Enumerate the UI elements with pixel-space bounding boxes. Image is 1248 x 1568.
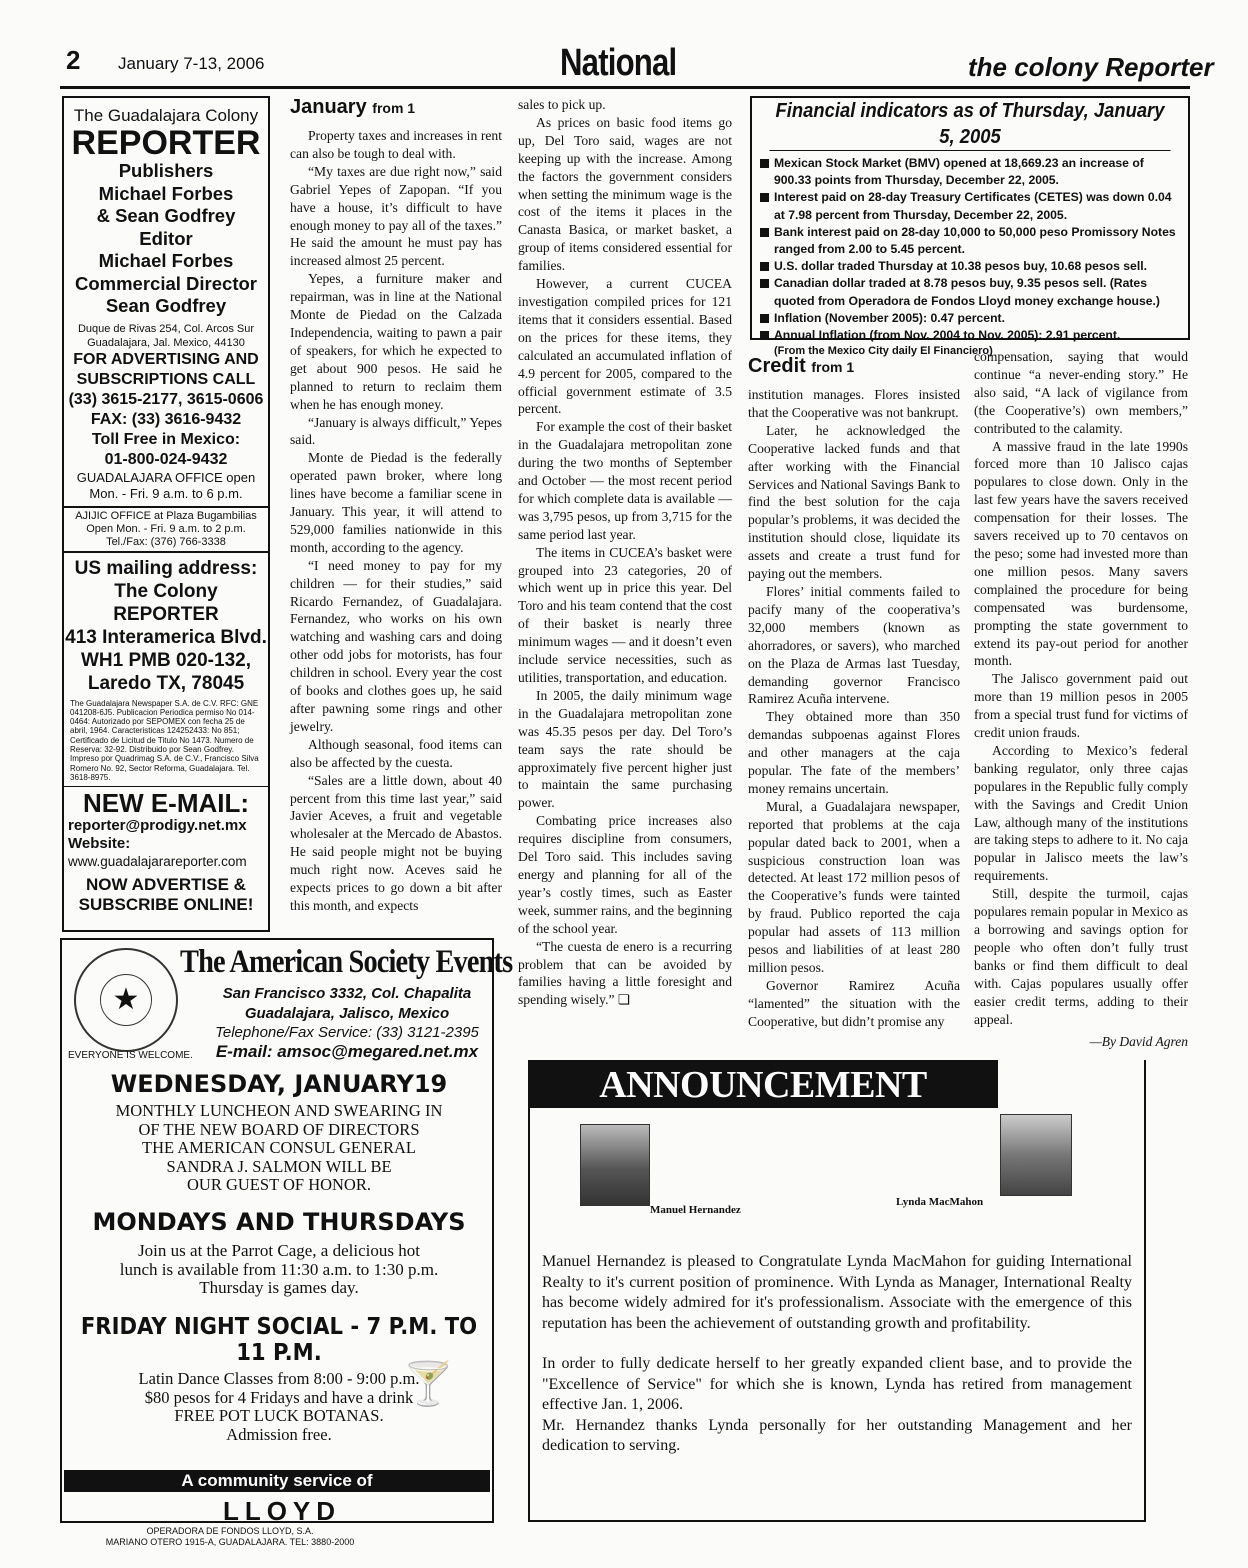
- welcome-text: EVERYONE IS WELCOME.: [68, 1050, 193, 1061]
- financial-item: Interest paid on 28-day Treasury Certificates (CETES) was down 0.04 at 7.98 percent from Thursday, December 22, 2005.: [752, 189, 1188, 223]
- photo-caption-2: Lynda MacMahon: [896, 1196, 984, 1208]
- financial-item: Bank interest paid on 28-day 10,000 to 50,000 peso Promissory Notes ranged from 2.00 to 5.45 percent.: [752, 224, 1188, 258]
- us3: REPORTER: [113, 603, 219, 625]
- paragraph: However, a current CUCEA investigation compiled prices for 121 items that it considers essential. Based on the prices for these items, they calculated an accumulated inflation of 4.9 percent for 2005, compared to the official government estimate of 3.5 percent.: [518, 276, 732, 417]
- ajijic-office: [64, 506, 268, 553]
- manuel-hernandez-photo: [580, 1124, 650, 1206]
- paragraph: “I need money to pay for my children — for their studies,” said Ricardo Fernandez, of Guadalajara. Fernandez, who works on his own watching and washing cars and doing other odd jobs for motorists, has four children in school. Every year the cost of books and clothes goes up, he said after pawning some rings and other jewelry.: [290, 557, 502, 734]
- paragraph: Although seasonal, food items can also be affected by the cuesta.: [290, 736, 502, 770]
- event-line: OUR GUEST OF HONOR.: [187, 1175, 371, 1194]
- ajijic2: Open Mon. - Fri. 9 a.m. to 2 p.m.: [86, 522, 246, 535]
- paragraph: For example the cost of their basket in the Guadalajara metropolitan zone during the two months of September and October — the most recent period for which complete data is available — was 3,795 pesos, up from 3,715 for the same period last year.: [518, 419, 732, 542]
- financial-item: Mexican Stock Market (BMV) opened at 18,669.23 an increase of 900.33 points from Thursday, December 22, 2005.: [752, 155, 1188, 189]
- address2: Guadalajara, Jal. Mexico, 44130: [87, 336, 245, 349]
- phones: (33) 3615-2177, 3615-0606: [68, 390, 264, 408]
- office-hours: Mon. - Fri. 9 a.m. to 6 p.m.: [89, 485, 243, 501]
- paragraph: According to Mexico’s federal banking regulator, only three cajas populares in the Republic fully comply with the Savings and Credit Union Law, although many of the institutions are taking steps to adhere to it. No caja popular in Jalisco meets the law’s requirements.: [974, 742, 1188, 884]
- wednesday-event: [62, 1070, 496, 1195]
- paragraph: Flores’ initial comments failed to pacify many of the cooperativa’s 32,000 members (known as ahorradores, or savers), who marched on the Plaza de Armas last Tuesday, demanding governor Francisco Ramirez Acuña intervene.: [748, 583, 960, 707]
- financial-indicators-box: [750, 96, 1190, 358]
- fax: FAX: (33) 3616-9432: [90, 410, 242, 428]
- staff-line2: REPORTER: [71, 124, 261, 162]
- paragraph: The items in CUCEA’s basket were grouped into 23 categories, 20 of which went up in price this year. Del Toro and his team contend that the cost of their basket is nearly three minimum wages — and it doesn’t even include service necessities, such as utilities, transportation, and education.: [518, 544, 732, 685]
- event-line: SANDRA J. SALMON WILL BE: [166, 1156, 392, 1176]
- paragraph: “My taxes are due right now,” said Gabriel Yepes of Zapopan. “If you have a house, it’s difficult to have enough money to pay all of the taxes.” He said the amount he must pay has increased almost 25 percent.: [290, 163, 502, 269]
- event-line: OF THE NEW BOARD OF DIRECTORS: [138, 1119, 420, 1139]
- financial-item: U.S. dollar traded Thursday at 10.38 pesos buy, 10.68 pesos sell.: [752, 258, 1188, 275]
- event-line: $80 pesos for 4 Fridays and have a drink: [144, 1387, 414, 1407]
- paragraph: Governor Ramirez Acuña “lamented” the situation with the Cooperative, but didn’t promise any: [748, 977, 960, 1029]
- announcement-text: [542, 1252, 1132, 1477]
- publisher2: & Sean Godfrey: [96, 205, 236, 226]
- credit-article-col1: [748, 355, 960, 1031]
- adv2: SUBSCRIPTIONS CALL: [76, 370, 256, 388]
- paragraph: compensation, saying that would continue “a never-ending story.” He also said, “A lack of vigilance from (the Cooperative’s) own members,” contributed to the calamity.: [974, 349, 1188, 436]
- ajijic3: Tel./Fax: (376) 766-3338: [106, 535, 226, 548]
- community-service-bar: A community service of: [64, 1470, 490, 1492]
- paragraph: In 2005, the daily minimum wage in the Guadalajara metropolitan zone was 45.35 pesos per day. Del Toro’s team says the rate should be approximately five percent higher just to maintain the same purchasing power.: [518, 687, 732, 811]
- event-line: Thursday is games day.: [199, 1278, 359, 1297]
- staff-box: [62, 96, 270, 932]
- page-number: 2: [66, 45, 81, 75]
- january-article-col1: [290, 96, 502, 915]
- lloyd-address: [30, 1526, 430, 1548]
- adv1: FOR ADVERTISING AND: [73, 350, 259, 368]
- event-line: FREE POT LUCK BOTANAS.: [174, 1406, 384, 1425]
- event-line: Latin Dance Classes from 8:00 - 9:00 p.m.: [138, 1369, 420, 1388]
- january-headline: January from 1: [290, 96, 416, 118]
- announcement-banner: ANNOUNCEMENT: [528, 1060, 998, 1108]
- society-email[interactable]: E-mail: amsoc@megared.net.mx: [215, 1042, 479, 1061]
- email-label: NEW E-MAIL:: [64, 786, 268, 817]
- paragraph: Still, despite the turmoil, cajas populares remain popular in Mexico as a borrowing and savings option for people who often don’t fully trust banks or find them difficult to deal with. Cajas populares usually offer easier credit terms, adding to their appeal.: [974, 886, 1188, 1027]
- header-rule: [60, 86, 1190, 89]
- staff-line1: The Guadalajara Colony: [73, 106, 259, 125]
- byline: —By David Agren: [1089, 1034, 1188, 1050]
- lloyd-line1: OPERADORA DE FONDOS LLOYD, S.A.: [146, 1526, 314, 1536]
- us1: US mailing address:: [74, 557, 258, 579]
- paragraph: Combating price increases also requires discipline from consumers, Del Toro said. This includes saving energy and planning for all of the year’s costly times, such as Easter week, summer rains, and the beginning of the school year.: [518, 813, 732, 936]
- lloyd-line2: MARIANO OTERO 1915-A, GUADALAJARA. TEL: 3880-2000: [105, 1537, 355, 1547]
- paragraph: Yepes, a furniture maker and repairman, was in line at the National Monte de Piedad on the Calzada Independencia, waiting to pawn a pair of speakers, for which he expected to get about 900 pesos. He said he planned to return to reclaim them when he has enough money.: [290, 271, 502, 412]
- event-line: THE AMERICAN CONSUL GENERAL: [142, 1138, 416, 1157]
- financial-item: Canadian dollar traded at 8.78 pesos buy, 9.35 pesos sell. (Rates quoted from Operadora de Fondos Lloyd money exchange house.): [752, 275, 1188, 309]
- paragraph: “Sales are a little down, about 40 percent from this time last year,” said Javier Aceves, a fruit and vegetable wholesaler at the Mercado de Abastos. He said people might not be buying much right now. Aceves said he expects prices to go down a bit after this month, and expects: [290, 772, 502, 913]
- announcement-p1: Manuel Hernandez is pleased to Congratulate Lynda MacMahon for guiding International Realty to it's current position of prominence. With Lynda as Manager, International Realty has become widely admired for it's professionalism. Associate with the emergence of this reputation has been the achievement of outstanding growth and profitability.: [542, 1253, 1132, 1332]
- paragraph: “The cuesta de enero is a recurring problem that can be avoided by families having a little foresight and spending wisely.” ❏: [518, 938, 732, 1008]
- paragraph: Later, he acknowledged the Cooperative lacked funds and that after working with the Financial Services and National Savings Bank to find the best solution for the caja popular’s problems, it was decided the institution should close, liquidate its assets and create a trust fund for paying out the members.: [748, 422, 960, 582]
- office: GUADALAJARA OFFICE open: [76, 469, 256, 485]
- publisher1: Michael Forbes: [98, 182, 234, 204]
- lloyd-logo: LLOYD: [222, 1496, 342, 1526]
- paragraph: Property taxes and increases in rent can also be tough to deal with.: [290, 128, 502, 161]
- section-title: National: [560, 42, 677, 84]
- web-label: Website:: [68, 835, 131, 853]
- financial-item: Annual Inflation (from Nov. 2004 to Nov. 2005): 2.91 percent.: [752, 327, 1188, 344]
- paragraph: As prices on basic food items go up, Del Toro said, wages are not keeping up with the increase. Among the factors the government considers when setting the minimum wage is the cost of the items it places in the Canasta Basica, or market basket, a group of items considered essential for families.: [518, 114, 732, 274]
- american-society-ad: [60, 938, 513, 1526]
- society-phone: Telephone/Fax Service: (33) 3121-2395: [215, 1024, 479, 1041]
- ajijic1: AJIJIC OFFICE at Plaza Bugambilias: [75, 509, 257, 522]
- financial-source-note: (From the Mexico City daily El Financiero): [774, 345, 993, 358]
- legal-fineprint: The Guadalajara Newspaper S.A. de C.V. RFC: GNE 041208-6J5. Publicacion Periodica permiso No 014-0464: Autorizado por SEPOMEX con fecha 25 de abril, 1964. Caracteristicas 124252433: No 851; Certificado de Licitud de Titulo No 1473. Numero de Reserva: 32-92. Distribuido por Sean Godfrey. Impreso por Quadrimag S.A. de C.V., Francisco Silva Romero No. 92, Sector Reforma, Guadalajara. Tel. 3618-8975.: [70, 698, 259, 782]
- web-link[interactable]: www.guadalajarareporter.com: [68, 854, 247, 870]
- mt-title: MONDAYS AND THURSDAYS: [92, 1208, 466, 1236]
- society-addr1: San Francisco 3332, Col. Chapalita: [222, 985, 472, 1002]
- wednesday-title: WEDNESDAY, JANUARY19: [110, 1070, 448, 1098]
- us2: The Colony: [114, 580, 218, 602]
- paragraph: A massive fraud in the late 1990s forced more than 10 Jalisco cajas populares to close down. Only in the last few years have the savers received compensation for their losses. The savers received up to 70 centavos on the peso; some had invested more than one million pesos. Many savers complained the procedure for being compensated was burdensome, prompting the state government to extend its pay-out period for another month.: [974, 438, 1188, 669]
- event-line: MONTHLY LUNCHEON AND SWEARING IN: [115, 1101, 443, 1120]
- masthead-logo: the colony Reporter: [968, 52, 1214, 82]
- tollfree: 01-800-024-9432: [104, 450, 228, 468]
- editor-label: Editor: [139, 227, 193, 249]
- email-link[interactable]: reporter@prodigy.net.mx: [68, 817, 247, 835]
- society-seal-icon: ★: [74, 948, 178, 1052]
- society-address: [202, 984, 492, 1024]
- us4: 413 Interamerica Blvd.: [65, 626, 267, 648]
- paragraph: “January is always difficult,” Yepes said.: [290, 414, 502, 448]
- credit-headline: Credit from 1: [748, 355, 855, 377]
- photo-caption-1: Manuel Hernandez: [650, 1204, 741, 1216]
- january-article-col2: [518, 96, 732, 1009]
- paragraph: The Jalisco government paid out more than 19 million pesos in 2005 from a special trust fund for victims of credit union frauds.: [974, 671, 1188, 741]
- friday-title: FRIDAY NIGHT SOCIAL - 7 P.M. TO 11 P.M.: [80, 1314, 478, 1366]
- announcement-p3: Mr. Hernandez thanks Lynda personally for her outstanding Management and her dedication to serving.: [542, 1416, 1132, 1454]
- event-line: Join us at the Parrot Cage, a delicious hot: [138, 1241, 420, 1260]
- tollfree-label: Toll Free in Mexico:: [91, 430, 241, 448]
- mondays-thursdays-event: [62, 1208, 496, 1298]
- lynda-macmahon-photo: [1000, 1114, 1072, 1196]
- event-line: Admission free.: [226, 1424, 332, 1444]
- cta2: SUBSCRIBE ONLINE!: [78, 895, 254, 915]
- financial-item: Inflation (November 2005): 0.47 percent.: [752, 310, 1188, 327]
- society-addr2: Guadalajara, Jalisco, Mexico: [244, 1005, 450, 1022]
- credit-article-col2: [974, 348, 1188, 1050]
- paragraph: Monte de Piedad is the federally operated pawn broker, where long lines have become a familiar scene in January. This year, it will attend to 529,000 families nationwide in this month, according to the agency.: [290, 450, 502, 555]
- issue-date: January 7-13, 2006: [118, 54, 265, 73]
- paragraph: institution manages. Flores insisted that the Cooperative was not bankrupt.: [748, 387, 960, 420]
- editor: Michael Forbes: [98, 250, 234, 271]
- paragraph: They obtained more than 350 demandas subpoenas against Flores and other managers at the caja popular. The fate of the members’ money remains uncertain.: [748, 709, 960, 796]
- jan-col-a-body: [290, 127, 502, 915]
- us5: WH1 PMB 020-132,: [80, 649, 251, 671]
- society-title: The American Society Events: [180, 944, 513, 980]
- paragraph: sales to pick up.: [518, 97, 606, 112]
- commercial: Sean Godfrey: [105, 295, 227, 316]
- us6: Laredo TX, 78045: [87, 672, 245, 694]
- event-line: lunch is available from 11:30 a.m. to 1:30 p.m.: [119, 1259, 439, 1279]
- commercial-label: Commercial Director: [75, 272, 257, 294]
- announcement-p2: In order to fully dedicate herself to her greatly expanded client base, and to provide the "Excellence of Service" for which she is known, Lynda has retired from management effective Jan. 1, 2006.: [542, 1355, 1132, 1413]
- publishers-label: Publishers: [118, 160, 214, 181]
- cta1: NOW ADVERTISE &: [86, 875, 246, 895]
- cocktail-glass-icon: 🍸: [402, 1362, 455, 1408]
- paragraph: Mural, a Guadalajara newspaper, reported that problems at the caja popular dated back to 2001, when a suspicious construction loan was detected. At least 172 million pesos of the Cooperative’s funds were tainted by fraud. Publico reported the caja popular had assets of 113 million pesos and liabilities of at least 280 million pesos.: [748, 798, 960, 975]
- address1: Duque de Rivas 254, Col. Arcos Sur: [77, 322, 255, 335]
- financial-title: Financial indicators as of Thursday, January 5, 2005: [769, 98, 1170, 151]
